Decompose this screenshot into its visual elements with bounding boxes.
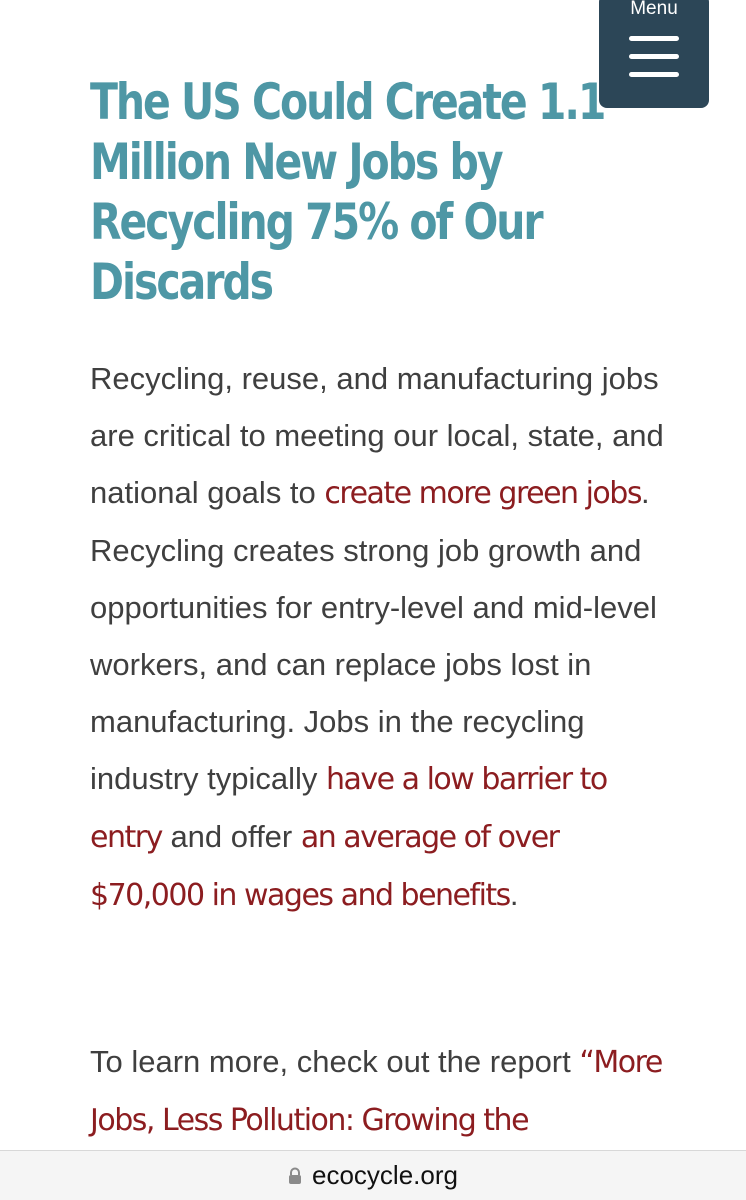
menu-label: Menu: [630, 0, 678, 19]
body-text-3: and offer: [161, 819, 301, 854]
menu-button[interactable]: [599, 0, 709, 108]
create-more-green-jobs-link[interactable]: create more green jobs: [324, 476, 641, 511]
report-intro: To learn more, check out the report: [90, 1044, 580, 1079]
hamburger-icon: [629, 32, 679, 82]
body-text-4: .: [509, 877, 519, 912]
lock-icon: [288, 1167, 302, 1185]
low-barrier-to-entry-link[interactable]: have a low barrier to entry: [90, 762, 607, 855]
body-text-2: . Recycling creates strong job growth and opportunities for entry-level and mid-level workers, and can replace jobs lost in manufacturing. Jobs in the recycling industry typically: [90, 475, 657, 796]
report-paragraph: [90, 1033, 690, 1149]
body-text-1: Recycling, reuse, and manufacturing jobs are critical to meeting our local, state, and national goals to: [90, 361, 664, 510]
page-title: The US Could Create 1.1 Million New Jobs by Recycling 75% of Our Discards: [90, 73, 605, 311]
report-link[interactable]: “More Jobs, Less Pollution: Growing the: [90, 1045, 662, 1138]
average-wages-link[interactable]: an average of over $70,000 in wages and benefits: [90, 820, 559, 913]
article-body: [90, 350, 680, 924]
url-text: ecocycle.org: [312, 1160, 458, 1190]
address-bar[interactable]: [0, 1150, 746, 1200]
